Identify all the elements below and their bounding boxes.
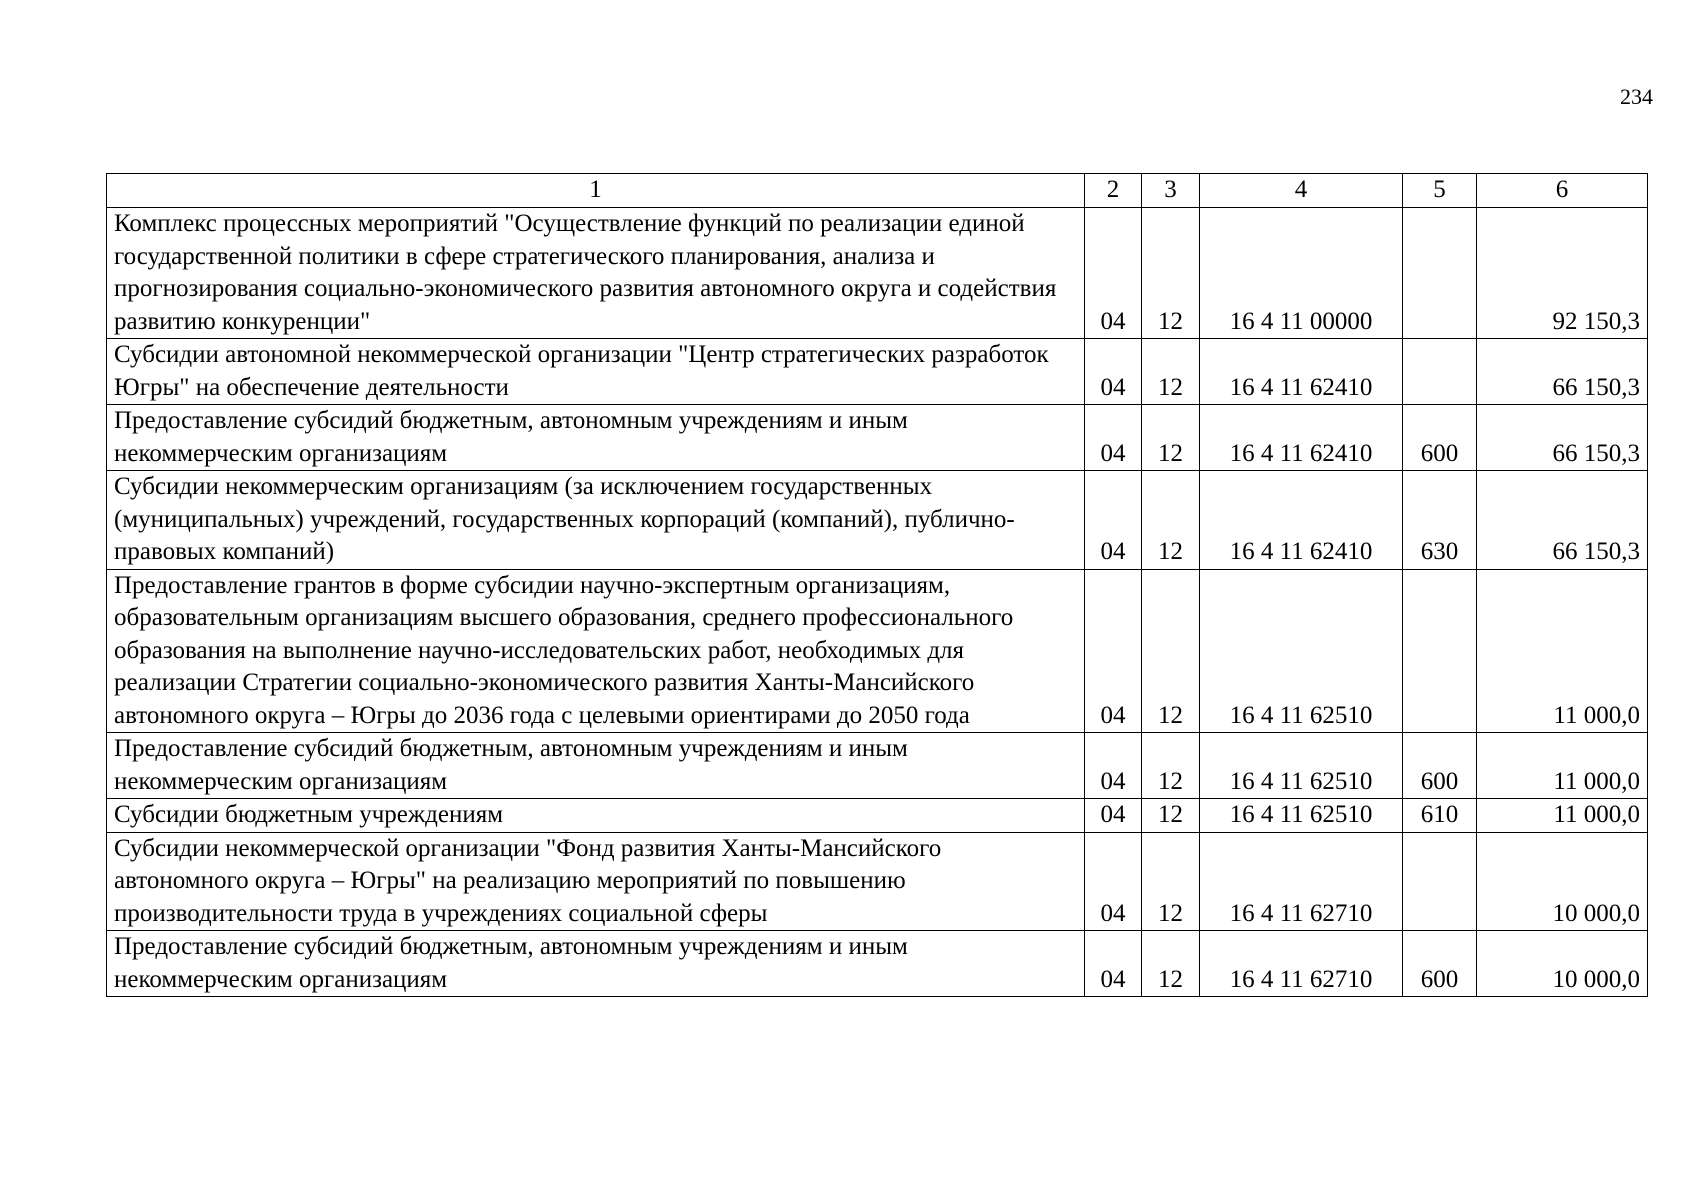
row-section: 04 xyxy=(1085,931,1142,997)
row-subsection: 12 xyxy=(1142,471,1200,570)
row-sum: 10 000,0 xyxy=(1477,931,1648,997)
row-target-article: 16 4 11 62410 xyxy=(1200,405,1403,471)
row-subsection: 12 xyxy=(1142,569,1200,733)
column-header: 3 xyxy=(1142,174,1200,208)
row-target-article: 16 4 11 62710 xyxy=(1200,931,1403,997)
row-target-article: 16 4 11 62410 xyxy=(1200,339,1403,405)
row-expense-type: 610 xyxy=(1403,799,1477,833)
row-expense-type: 630 xyxy=(1403,471,1477,570)
column-header: 1 xyxy=(107,174,1085,208)
row-target-article: 16 4 11 00000 xyxy=(1200,208,1403,339)
column-header: 5 xyxy=(1403,174,1477,208)
row-name: Субсидии автономной некоммерческой организации "Центр стратегических разработок Югры" на обеспечение деятельности xyxy=(107,339,1085,405)
row-target-article: 16 4 11 62710 xyxy=(1200,832,1403,931)
row-target-article: 16 4 11 62410 xyxy=(1200,471,1403,570)
row-subsection: 12 xyxy=(1142,832,1200,931)
column-header: 4 xyxy=(1200,174,1403,208)
table-row xyxy=(107,799,1648,833)
page-number: 234 xyxy=(1620,84,1653,109)
row-expense-type: 600 xyxy=(1403,733,1477,799)
row-section: 04 xyxy=(1085,405,1142,471)
table-row xyxy=(107,339,1648,405)
table-row xyxy=(107,471,1648,570)
row-target-article: 16 4 11 62510 xyxy=(1200,569,1403,733)
table-header-row xyxy=(107,174,1648,208)
row-expense-type: 600 xyxy=(1403,405,1477,471)
row-sum: 66 150,3 xyxy=(1477,405,1648,471)
table-row xyxy=(107,208,1648,339)
row-sum: 11 000,0 xyxy=(1477,569,1648,733)
row-expense-type xyxy=(1403,208,1477,339)
row-sum: 66 150,3 xyxy=(1477,471,1648,570)
row-section: 04 xyxy=(1085,471,1142,570)
row-target-article: 16 4 11 62510 xyxy=(1200,733,1403,799)
row-section: 04 xyxy=(1085,733,1142,799)
table-row xyxy=(107,405,1648,471)
row-name: Предоставление субсидий бюджетным, автономным учреждениям и иным некоммерческим организациям xyxy=(107,931,1085,997)
row-subsection: 12 xyxy=(1142,799,1200,833)
row-name: Предоставление грантов в форме субсидии научно-экспертным организациям, образовательным организациям высшего образования, среднего профессионального образования на выполнение научно-исследовательских работ, необходимых для реализации Стратегии социально-экономического развития Ханты-Мансийского автономного округа – Югры до 2036 года с целевыми ориентирами до 2050 года xyxy=(107,569,1085,733)
row-subsection: 12 xyxy=(1142,208,1200,339)
row-sum: 11 000,0 xyxy=(1477,733,1648,799)
row-name: Субсидии некоммерческим организациям (за исключением государственных (муниципальных) учреждений, государственных корпораций (компаний), публично-правовых компаний) xyxy=(107,471,1085,570)
row-expense-type xyxy=(1403,569,1477,733)
row-subsection: 12 xyxy=(1142,405,1200,471)
row-subsection: 12 xyxy=(1142,931,1200,997)
row-section: 04 xyxy=(1085,569,1142,733)
row-sum: 92 150,3 xyxy=(1477,208,1648,339)
column-header: 2 xyxy=(1085,174,1142,208)
row-name: Комплекс процессных мероприятий "Осуществление функций по реализации единой государственной политики в сфере стратегического планирования, анализа и прогнозирования социально-экономического развития автономного округа и содействия развитию конкуренции" xyxy=(107,208,1085,339)
row-sum: 11 000,0 xyxy=(1477,799,1648,833)
row-section: 04 xyxy=(1085,799,1142,833)
row-subsection: 12 xyxy=(1142,733,1200,799)
row-expense-type xyxy=(1403,339,1477,405)
row-name: Предоставление субсидий бюджетным, автономным учреждениям и иным некоммерческим организациям xyxy=(107,405,1085,471)
row-sum: 66 150,3 xyxy=(1477,339,1648,405)
row-expense-type xyxy=(1403,832,1477,931)
row-expense-type: 600 xyxy=(1403,931,1477,997)
row-section: 04 xyxy=(1085,832,1142,931)
table-row xyxy=(107,931,1648,997)
table-row xyxy=(107,569,1648,733)
row-sum: 10 000,0 xyxy=(1477,832,1648,931)
table-row xyxy=(107,733,1648,799)
table-row xyxy=(107,832,1648,931)
row-name: Субсидии некоммерческой организации "Фонд развития Ханты-Мансийского автономного округа – Югры" на реализацию мероприятий по повышению производительности труда в учреждениях социальной сферы xyxy=(107,832,1085,931)
column-header: 6 xyxy=(1477,174,1648,208)
row-target-article: 16 4 11 62510 xyxy=(1200,799,1403,833)
row-name: Предоставление субсидий бюджетным, автономным учреждениям и иным некоммерческим организациям xyxy=(107,733,1085,799)
row-section: 04 xyxy=(1085,208,1142,339)
row-section: 04 xyxy=(1085,339,1142,405)
row-subsection: 12 xyxy=(1142,339,1200,405)
budget-table xyxy=(106,173,1648,997)
row-name: Субсидии бюджетным учреждениям xyxy=(107,799,1085,833)
